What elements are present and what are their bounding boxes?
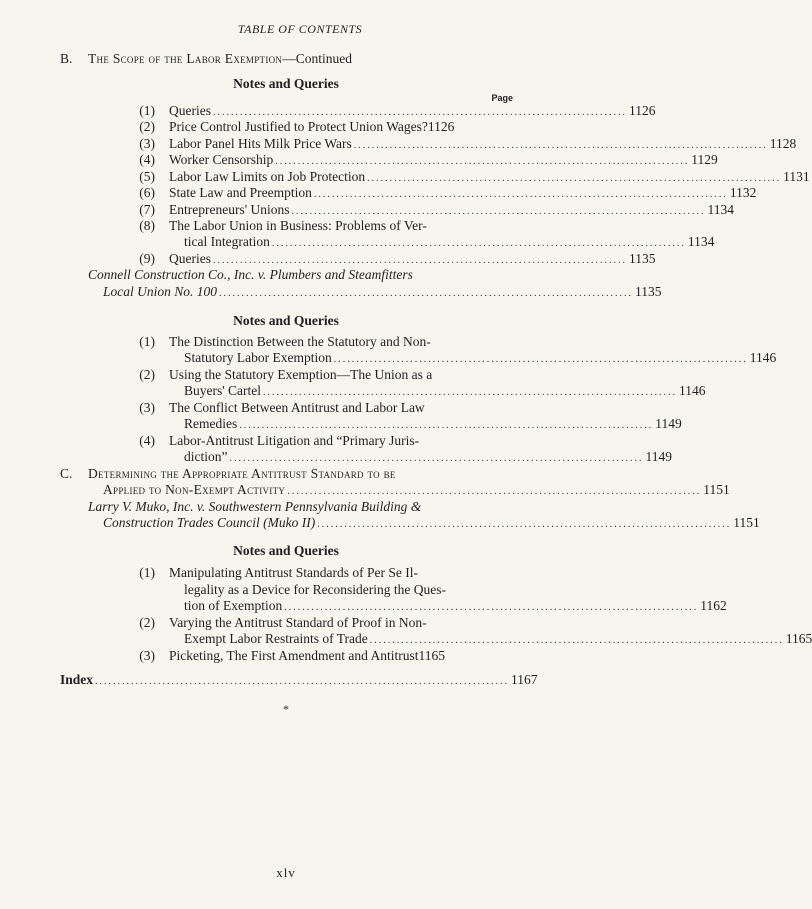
entry-page: 1151 (733, 515, 760, 530)
toc-entry (184, 234, 715, 252)
toc-entry (169, 119, 514, 135)
section-b-letter: B. (60, 51, 73, 66)
note-number: (9) (139, 251, 155, 266)
entry-page: 1135 (628, 251, 656, 266)
index-label: Index (60, 672, 94, 687)
dot-leader: ............................................................................................ (333, 354, 748, 365)
notes-heading: Notes and Queries (233, 543, 339, 558)
note-number: (3) (139, 136, 155, 151)
note-number: (4) (139, 433, 155, 448)
toc-entry (184, 598, 727, 616)
toc-entry (184, 383, 706, 401)
entry-text-continued: Buyers' Cartel (184, 383, 262, 398)
entry-page: 1134 (687, 234, 715, 249)
entry-page: 1129 (691, 152, 718, 167)
case-title-continued: Local Union No. 100 (103, 284, 218, 299)
entry-page: 1131 (783, 169, 810, 184)
note-number: (7) (139, 202, 155, 217)
dot-leader: ............................................................................................ (239, 420, 654, 431)
entry-page: 1135 (635, 284, 662, 299)
dot-leader: ............................................................................................ (275, 156, 690, 167)
entry-text: State Law and Preemption (169, 185, 312, 200)
entry-page: 1149 (655, 416, 682, 431)
entry-text-continued: diction” (184, 449, 228, 464)
entry-text: The Distinction Between the Statutory and Non- (169, 334, 431, 349)
dot-leader: ............................................................................................ (367, 173, 782, 184)
entry-page: 1132 (729, 185, 757, 200)
entry-page: 1128 (769, 136, 797, 151)
toc-entry (184, 416, 682, 434)
entry-text: Picketing, The First Amendment and Antitrust (169, 648, 419, 663)
dot-leader: ............................................................................................ (353, 140, 768, 151)
note-number: (5) (139, 169, 155, 184)
entry-text-continued: Statutory Labor Exemption (184, 350, 332, 365)
section-c-title-continued: Applied to Non-Exempt Activity (103, 482, 286, 497)
section-b-heading (88, 51, 352, 67)
entry-page: 1167 (511, 672, 538, 687)
entry-text-continued: tion of Exemption (184, 598, 283, 613)
case-title: Larry V. Muko, Inc. v. Southwestern Pennsylvania Building & (88, 499, 422, 514)
entry-text: Labor Panel Hits Milk Price Wars (169, 136, 352, 151)
entry-page: 1149 (645, 449, 672, 464)
toc-entry (184, 631, 812, 649)
dot-leader: ............................................................................................ (212, 255, 627, 266)
note-number: (3) (139, 400, 155, 415)
dot-leader: ............................................................................................ (291, 206, 706, 217)
toc-entry (169, 185, 757, 203)
entry-page: 1126 (427, 119, 455, 134)
notes-heading: Notes and Queries (233, 313, 339, 328)
note-number: (2) (139, 119, 155, 134)
note-number: (2) (139, 615, 155, 630)
toc-entry (103, 515, 760, 533)
entry-page: 1146 (679, 383, 706, 398)
toc-entry (103, 482, 730, 500)
entry-page: 1162 (700, 598, 727, 613)
section-c-title: Determining the Appropriate Antitrust Standard to be (88, 466, 396, 481)
dot-leader: ............................................................................................ (313, 189, 728, 200)
entry-text-continued: Exempt Labor Restraints of Trade (184, 631, 368, 646)
entry-text-continued: legality as a Device for Reconsidering the Ques- (184, 582, 447, 597)
dot-leader: ............................................................................................ (287, 486, 702, 497)
dot-leader: ............................................................................................ (229, 453, 644, 464)
entry-page: 1151 (703, 482, 730, 497)
note-number: (2) (139, 367, 155, 382)
note-number: (1) (139, 565, 155, 580)
entry-text: The Labor Union in Business: Problems of Ver- (169, 218, 427, 233)
dot-leader: ............................................................................................ (219, 288, 634, 299)
entry-text: Price Control Justified to Protect Union Wages? (169, 119, 428, 134)
section-b-title: The Scope of the Labor Exemption (88, 51, 283, 66)
toc-entry (169, 152, 718, 170)
toc-entry (103, 284, 662, 302)
case-title-continued: Construction Trades Council (Muko II) (103, 515, 316, 530)
dot-leader: ............................................................................................ (263, 387, 678, 398)
entry-text: Queries (169, 251, 211, 266)
entry-text: Worker Censorship (169, 152, 274, 167)
dot-leader: ............................................................................................ (284, 602, 699, 613)
toc-entry (184, 350, 777, 368)
note-number: (1) (139, 334, 155, 349)
entry-text: Labor-Antitrust Litigation and “Primary Juris- (169, 433, 420, 448)
entry-text: Varying the Antitrust Standard of Proof in Non- (169, 615, 427, 630)
section-b-continued: —Continued (282, 51, 352, 66)
index-entry (60, 672, 538, 690)
note-number: (6) (139, 185, 155, 200)
running-head: TABLE OF CONTENTS (237, 22, 363, 36)
page-number: xlv (276, 865, 296, 880)
entry-page: 1146 (749, 350, 777, 365)
dot-leader: ............................................................................................ (212, 107, 627, 118)
dot-leader: ............................................................................................ (369, 635, 784, 646)
case-title: Connell Construction Co., Inc. v. Plumbers and Steamfitters (88, 267, 413, 282)
entry-text: Manipulating Antitrust Standards of Per Se Il- (169, 565, 418, 580)
entry-text: Entrepreneurs' Unions (169, 202, 290, 217)
entry-text: Queries (169, 103, 211, 118)
entry-page: 1165 (785, 631, 812, 646)
entry-text-continued: Remedies (184, 416, 238, 431)
dot-leader: ............................................................................................ (271, 238, 686, 249)
page-column-label: Page (491, 93, 513, 103)
entry-text: Labor Law Limits on Job Protection (169, 169, 366, 184)
entry-text-continued: tical Integration (184, 234, 270, 249)
note-number: (3) (139, 648, 155, 663)
note-number: (8) (139, 218, 155, 233)
notes-heading: Notes and Queries (233, 76, 339, 91)
entry-text: Using the Statutory Exemption—The Union as a (169, 367, 433, 382)
entry-text: The Conflict Between Antitrust and Labor Law (169, 400, 425, 415)
toc-entry (184, 449, 672, 467)
note-number: (4) (139, 152, 155, 167)
entry-page: 1134 (707, 202, 735, 217)
note-number: (1) (139, 103, 155, 118)
ornament-star: * (283, 702, 289, 716)
toc-entry (169, 648, 514, 664)
dot-leader: ............................................................................................ (95, 676, 510, 687)
dot-leader: ............................................................................................ (317, 519, 732, 530)
section-c-letter: C. (60, 466, 73, 481)
entry-page: 1126 (628, 103, 656, 118)
entry-page: 1165 (418, 648, 445, 663)
